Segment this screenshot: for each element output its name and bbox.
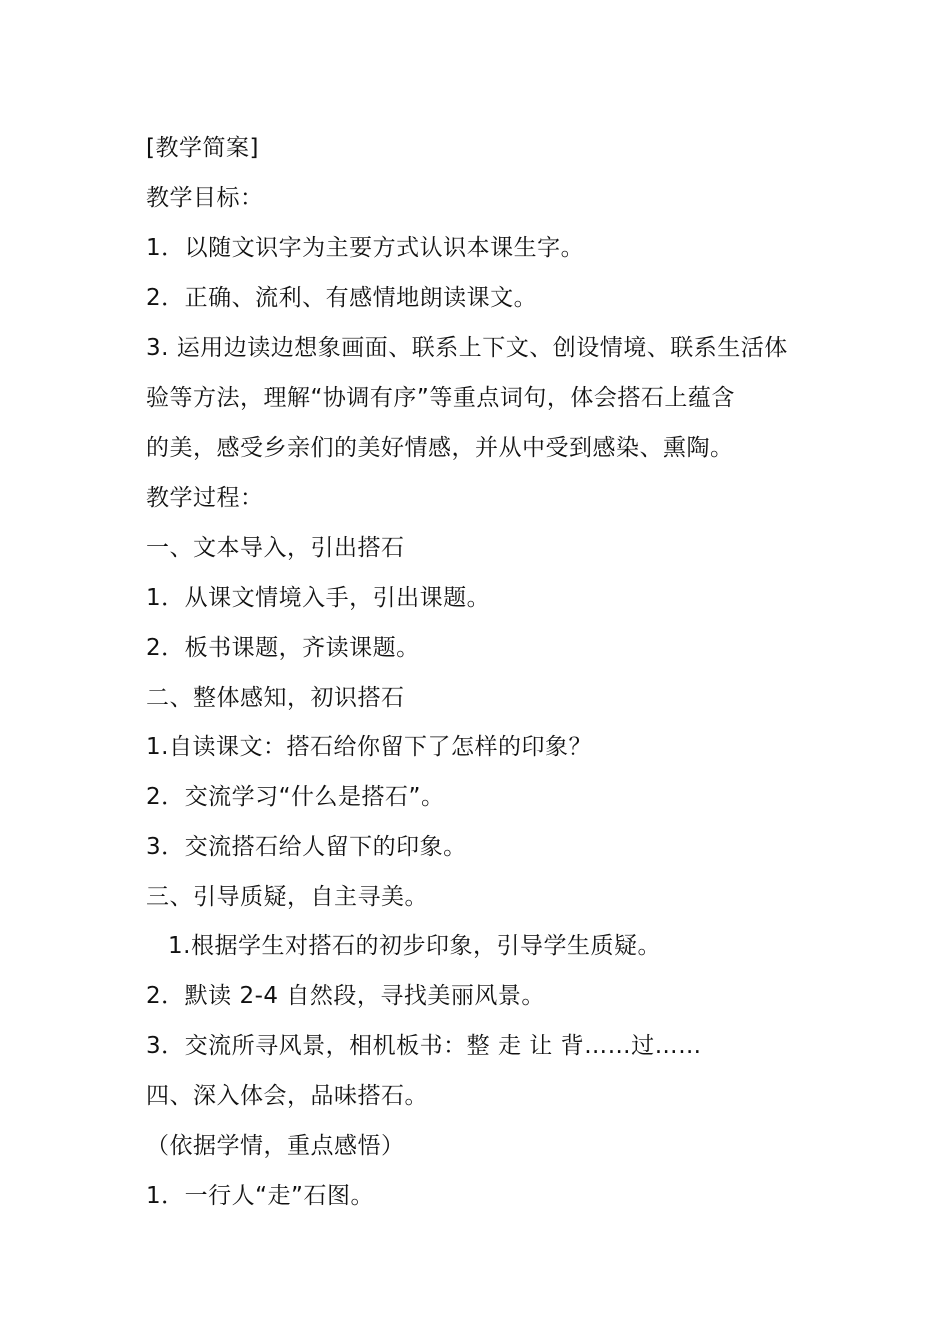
section-item: 3．交流所寻风景，相机板书：整 走 让 背……过……: [146, 1033, 702, 1059]
objective-item-continued: 的美，感受乡亲们的美好情感，并从中受到感染、熏陶。: [146, 435, 734, 461]
section-item: 1.自读课文：搭石给你留下了怎样的印象？: [146, 734, 592, 760]
section-item: 1．从课文情境入手，引出课题。: [146, 585, 491, 611]
objective-item: 2．正确、流利、有感情地朗读课文。: [146, 285, 538, 311]
section-item: 1.根据学生对搭石的初步印象，引导学生质疑。: [168, 933, 661, 959]
process-heading: 教学过程：: [146, 485, 264, 511]
objective-item: 1．以随文识字为主要方式认识本课生字。: [146, 235, 585, 261]
section-note: （依据学情，重点感悟）: [146, 1133, 405, 1159]
section-item: 1．一行人“走”石图。: [146, 1183, 374, 1209]
document-title: [教学简案]: [146, 135, 259, 161]
section-heading: 三、引导质疑，自主寻美。: [146, 884, 428, 910]
section-item: 2．交流学习“什么是搭石”。: [146, 784, 445, 810]
objective-item-continued: 验等方法，理解“协调有序”等重点词句，体会搭石上蕴含: [146, 385, 735, 411]
section-item: 2．板书课题，齐读课题。: [146, 635, 420, 661]
objective-item: 3. 运用边读边想象画面、联系上下文、创设情境、联系生活体: [146, 335, 788, 361]
section-item: 2．默读 2-4 自然段，寻找美丽风景。: [146, 983, 545, 1009]
section-heading: 四、深入体会，品味搭石。: [146, 1083, 428, 1109]
objectives-heading: 教学目标：: [146, 185, 264, 211]
section-item: 3．交流搭石给人留下的印象。: [146, 834, 467, 860]
section-heading: 一、文本导入，引出搭石: [146, 535, 405, 561]
section-heading: 二、整体感知，初识搭石: [146, 685, 405, 711]
